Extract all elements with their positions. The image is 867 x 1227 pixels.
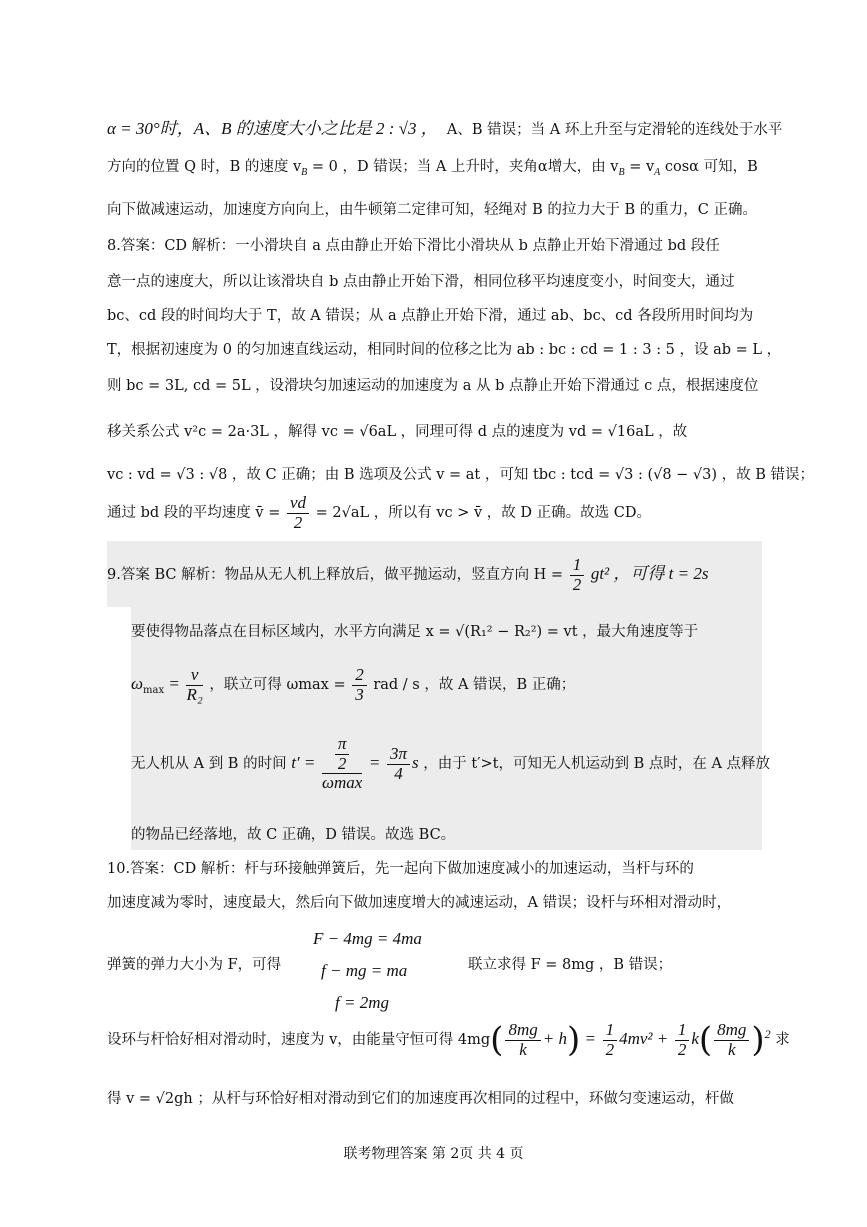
fraction-8mg-over-k-2: $\frac{8mg}{k}$	[714, 1021, 749, 1059]
q8-line-8: 通过 bd 段的平均速度 v̄ = $\frac{vd}{2}$ = 2√aL ，所以有 vc > v̄ ，故 D 正确。故选 CD。	[107, 493, 651, 532]
fraction-two-thirds: $\frac{2}{3}$	[352, 666, 367, 704]
q8-line-4: T，根据初速度为 0 的匀加速直线运动，相同时间的位移之比为 ab : bc : cd = 1 : 3 : 5 ，设 ab = L ，	[107, 342, 782, 358]
q8-line-2: 意一点的速度大，所以让该滑块自 b 点由静止开始下滑，相同位移平均速度变小，时间变大，通过	[107, 274, 735, 290]
q9-line-5: 的物品已经落地，故 C 正确，D 错误。故选 BC。	[131, 827, 456, 843]
page-footer: 联考物理答案 第 2页 共 4 页	[343, 1146, 524, 1162]
q7-line-3: 向下做减速运动，加速度方向向上，由牛顿第二定律可知，轻绳对 B 的拉力大于 B 的重力，C 正确。	[107, 202, 757, 218]
q8-line-1: 8.答案：CD 解析：一小滑块自 a 点由静止开始下滑比小滑块从 b 点静止开始下滑通过 bd 段任	[107, 238, 720, 254]
fraction-v-over-r2: $\frac{v}{\text{R₂}}$	[186, 665, 203, 704]
q8-line-6: 移关系公式 v²c = 2a·3L ，解得 vc = √6aL ，同理可得 d 点的速度为 vd = √16aL ，故	[107, 424, 688, 440]
equation-system	[313, 923, 422, 1019]
q8-line-3: bc、cd 段的时间均大于 T，故 A 错误；从 a 点静止开始下滑，通过 ab、bc、cd 各段所用时间均为	[107, 308, 754, 324]
q8-line-5: 则 bc = 3L, cd = 5L ，设滑块匀加速运动的加速度为 a 从 b 点静止开始下滑通过 c 点，根据速度位	[107, 378, 759, 394]
q10-line-3a: 弹簧的弹力大小为 F，可得	[107, 957, 282, 973]
equation-1: F − 4mg = 4ma	[313, 929, 422, 948]
q9-line-2: 要使得物品落点在目标区域内，水平方向满足 x = √(R₁² − R₂²) = vt ，最大角速度等于	[131, 624, 699, 640]
fraction-8mg-over-k: $\frac{8mg}{k}$	[505, 1021, 540, 1059]
q9-line-3: $\omega_{max}$ = $\frac{v}{\text{R₂}}$ ，联立可得 ωmax = $\frac{2}{3}$ rad / s ，故 A 错误，B 正确；	[131, 665, 576, 704]
equation-2: f − mg = ma	[321, 961, 408, 980]
q7-line-1: α = 30°时，A、B 的速度大小之比是 2 : √3 ， A、B 错误；当 A 环上升至与定滑轮的连线处于水平	[107, 119, 783, 138]
fraction-half-a: $\frac{1}{2}$	[603, 1021, 618, 1059]
q10-line-2: 加速度减为零时，速度最大，然后向下做加速度增大的减速运动，A 错误；设杆与环相对滑动时，	[107, 895, 732, 911]
fraction-t-prime: $\frac{\frac{\pi}{2}}{\omega\max}$	[321, 734, 363, 793]
q10-line-5: 得 v = √2gh ；从杆与环恰好相对滑动到它们的加速度再次相同的过程中，环做匀变速运动，杆做	[107, 1091, 734, 1107]
fraction-vd-over-2: $\frac{vd}{2}$	[287, 494, 309, 532]
q10-line-4: 设环与杆恰好相对滑动时，速度为 v，由能量守恒可得 4mg( $\frac{8mg}{k}$ + h) = $\frac{1}{2}$ 4mv² + $\frac{1}{2}$ k( $\frac{8mg}{k}$ )$^2$ 求	[107, 1019, 790, 1060]
q8-line-7: vc : vd = √3 : √8 ，故 C 正确；由 B 选项及公式 v = at ，可知 tbc : tcd = √3 : (√8 − √3) ，故 B 错误；	[107, 467, 815, 483]
q10-line-1: 10.答案：CD 解析：杆与环接触弹簧后，先一起向下做加速度减小的加速运动，当杆与环的	[107, 861, 694, 877]
equation-3: f = 2mg	[335, 993, 389, 1012]
q9-line-4: 无人机从 A 到 B 的时间 t′ = $\frac{\frac{\pi}{2}}{\omega\max}$ = $\frac{3\pi}{4}$ s ，由于 t′>t，可知无人机运动到 B 点时，在 A 点释放	[131, 734, 771, 793]
fraction-three-pi-over-four: $\frac{3\pi}{4}$	[387, 745, 410, 783]
highlight-band-q9-body	[131, 607, 762, 850]
q7-line-2: 方向的位置 Q 时，B 的速度 $v_B = 0$ ，D 错误；当 A 上升时，夹角α增大，由 $v_B = v_A$ cosα 可知，B	[107, 159, 758, 178]
q9-line-1: 9.答案 BC 解析：物品从无人机上释放后，做平抛运动，竖直方向 H = $\frac{1}{2}$ gt² ，可得 t = 2s	[107, 555, 709, 594]
fraction-half-b: $\frac{1}{2}$	[675, 1021, 690, 1059]
fraction-one-half: $\frac{1}{2}$	[570, 556, 585, 594]
q10-line-3b: 联立求得 F = 8mg ，B 错误；	[468, 957, 673, 973]
